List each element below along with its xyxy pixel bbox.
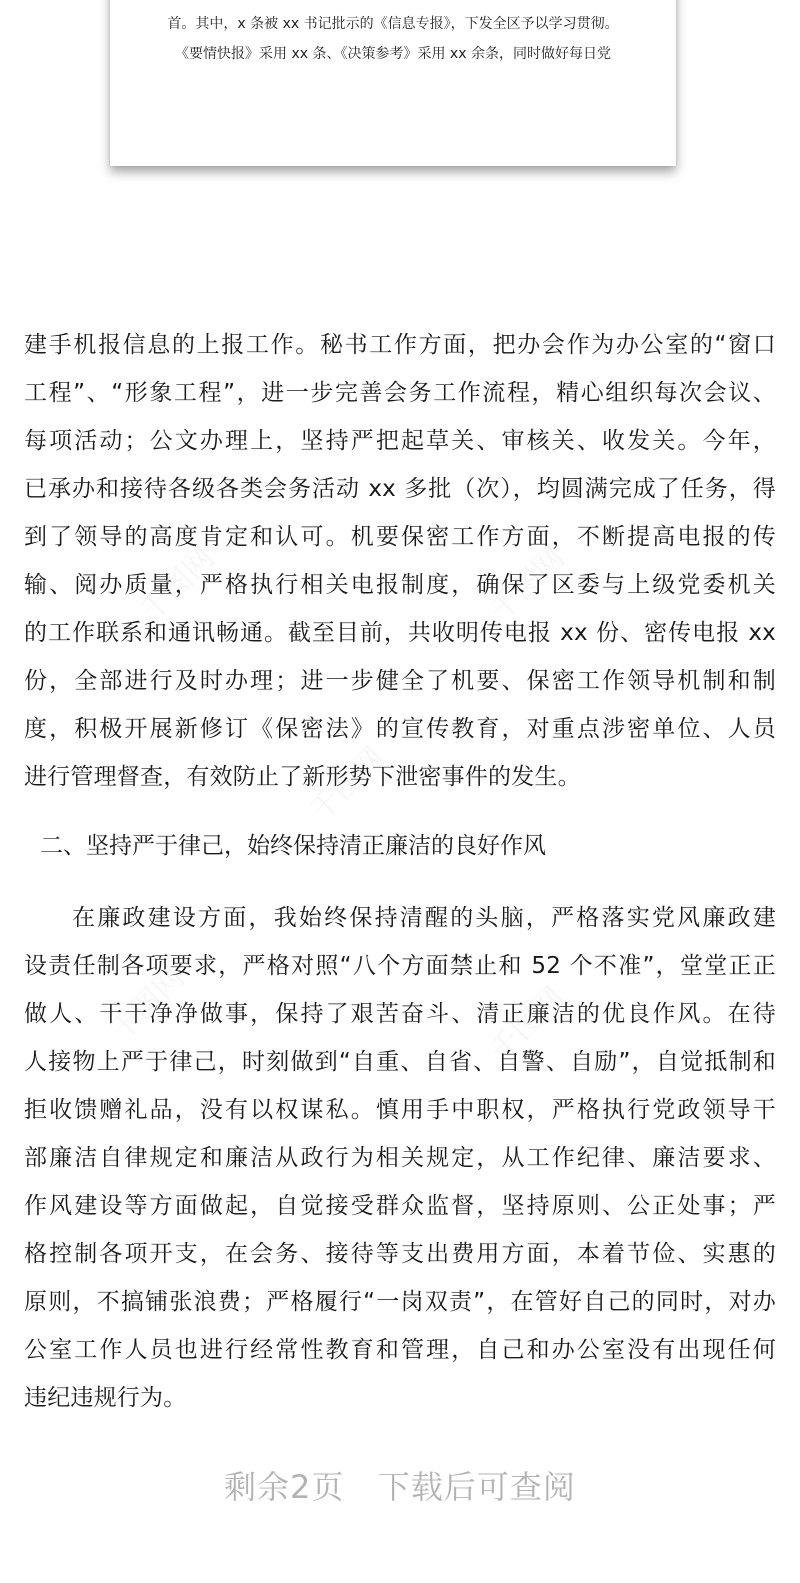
- watermark-3: 千图网: [303, 740, 392, 829]
- watermark-4: 千图网: [103, 960, 192, 1049]
- paragraph-line: 进行管理督查，有效防止了新形势下泄密事件的发生。: [24, 764, 581, 790]
- paragraph-2: [24, 894, 776, 1422]
- watermark-1: 千图网: [133, 540, 222, 629]
- paragraph-line: 拒收馈赠礼品，没有以权谋私。慎用手中职权，严格执行党政领导干: [24, 1097, 776, 1123]
- paragraph-line: 输、阅办质量，严格执行相关电报制度，确保了区委与上级党委机关: [24, 572, 776, 598]
- paragraph-line: 原则，不搞铺张浪费；严格履行“一岗双责”，在管好自己的同时，对办: [24, 1289, 776, 1315]
- paragraph-line: 公室工作人员也进行经常性教育和管理，自己和办公室没有出现任何: [24, 1337, 776, 1363]
- paragraph-line: 建手机报信息的上报工作。秘书工作方面，把办会作为办公室的“窗口: [24, 332, 776, 358]
- paragraph-line: 到了领导的高度肯定和认可。机要保密工作方面，不断提高电报的传: [24, 524, 776, 550]
- section-heading: 二、坚持严于律己，始终保持清正廉洁的良好作风: [40, 833, 546, 859]
- document-preview-card: [110, 0, 676, 166]
- paragraph-line: 工程”、“形象工程”，进一步完善会务工作流程，精心组织每次会议、: [24, 380, 776, 406]
- paragraph-line: 违纪违规行为。: [24, 1385, 187, 1411]
- remaining-pages-notice: 剩余2页 下载后可查阅: [224, 1468, 576, 1506]
- paragraph-line: 做人、干干净净做事，保持了艰苦奋斗、清正廉洁的优良作风。在待: [24, 1001, 776, 1027]
- paragraph-line: 作风建设等方面做起，自觉接受群众监督，坚持原则、公正处事；严: [24, 1193, 776, 1219]
- paragraph-line: 格控制各项开支，在会务、接待等支出费用方面，本着节俭、实惠的: [24, 1241, 776, 1267]
- paragraph-line: 的工作联系和通讯畅通。截至目前，共收明传电报 xx 份、密传电报 xx: [24, 620, 776, 646]
- paragraph-line: 已承办和接待各级各类会务活动 xx 多批（次），均圆满完成了任务，得: [24, 476, 776, 502]
- preview-line-2: 《要情快报》采用 xx 条、《决策参考》采用 xx 余条，同时做好每日党: [175, 46, 611, 62]
- preview-line-1: 首。其中，x 条被 xx 书记批示的《信息专报》，下发全区予以学习贯彻。: [167, 16, 619, 32]
- paragraph-line: 设责任制各项要求，严格对照“八个方面禁止和 52 个不准”，堂堂正正: [24, 953, 776, 979]
- watermark-2: 千图网: [483, 540, 572, 629]
- paragraph-line: 份，全部进行及时办理；进一步健全了机要、保密工作领导机制和制: [24, 668, 776, 694]
- watermark-5: 千图网: [483, 980, 572, 1069]
- paragraph-line: 每项活动；公文办理上，坚持严把起草关、审核关、收发关。今年，: [24, 428, 776, 454]
- paragraph-line: 度，积极开展新修订《保密法》的宣传教育，对重点涉密单位、人员: [24, 716, 776, 742]
- paragraph-line: 部廉洁自律规定和廉洁从政行为相关规定，从工作纪律、廉洁要求、: [24, 1145, 776, 1171]
- paragraph-line: 人接物上严于律己，时刻做到“自重、自省、自警、自励”，自觉抵制和: [24, 1049, 776, 1075]
- paragraph-1: [24, 321, 776, 801]
- paragraph-line: 在廉政建设方面，我始终保持清醒的头脑，严格落实党风廉政建: [72, 905, 776, 931]
